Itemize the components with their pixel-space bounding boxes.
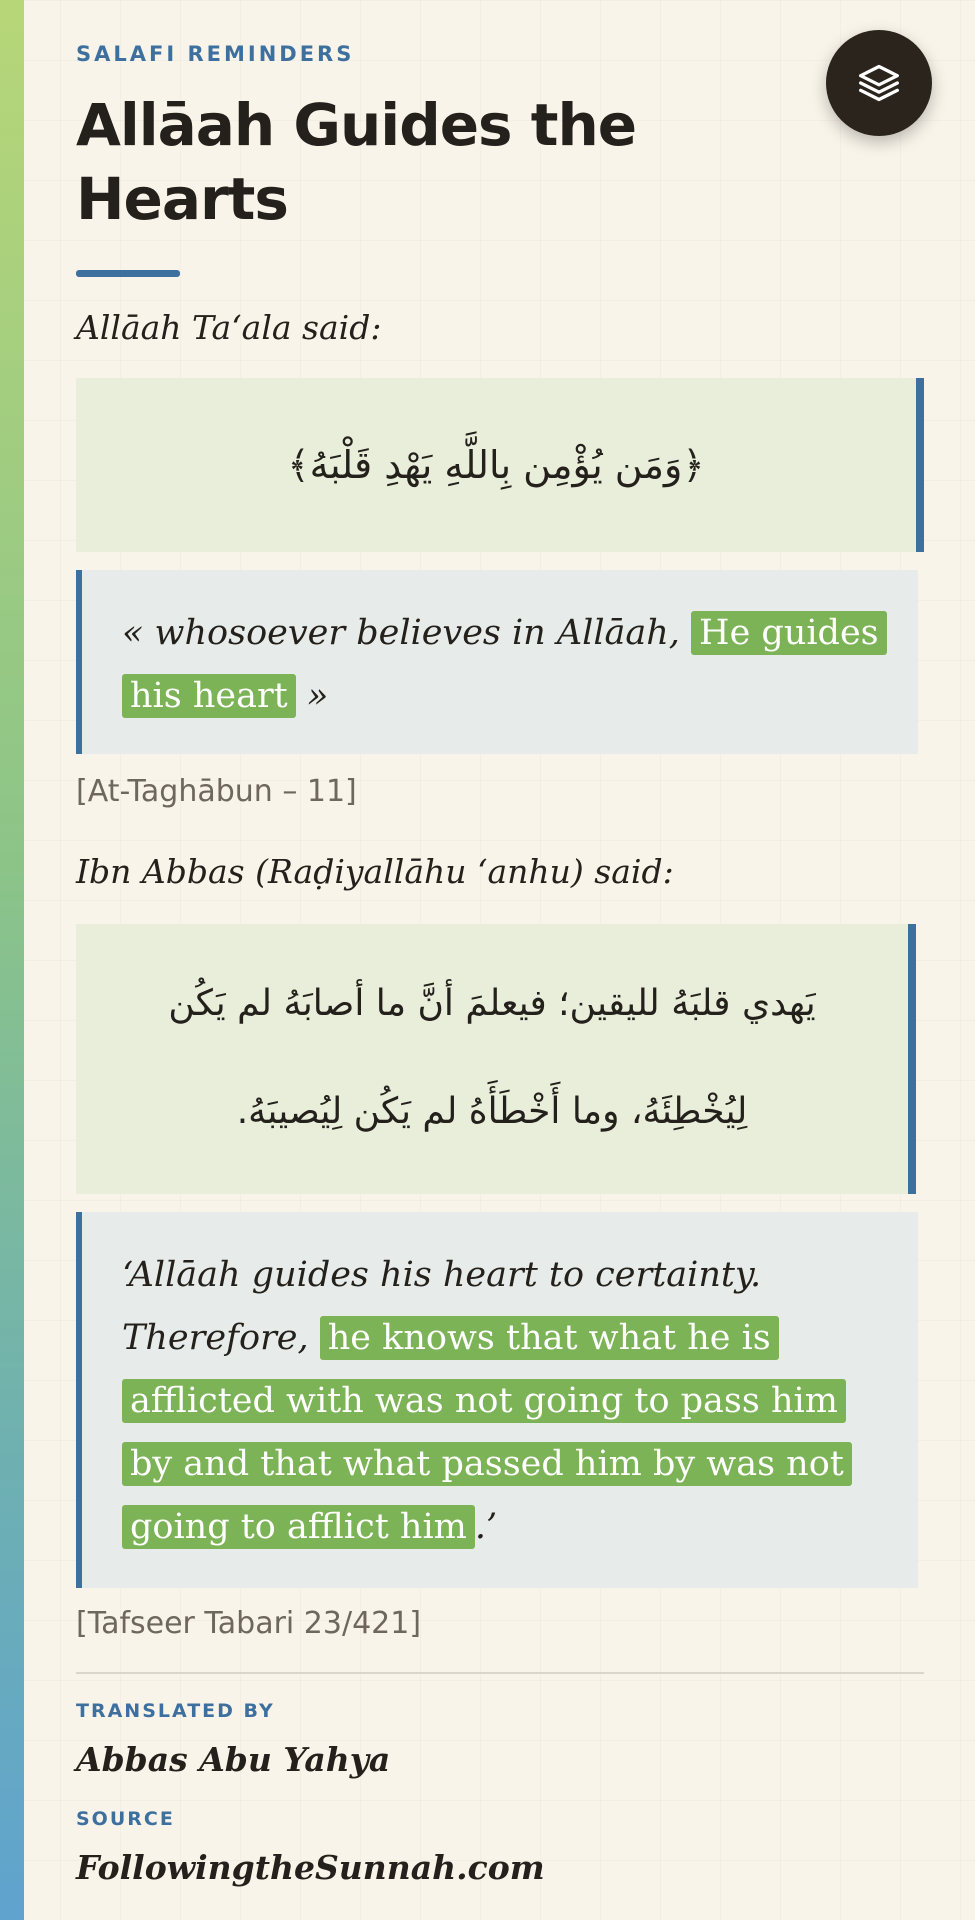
tafseer-arabic-box	[76, 924, 916, 1194]
narrator-line: Ibn Abbas (Raḍiyallāhu ‘anhu) said:	[76, 852, 674, 891]
verse-arabic-text: ﴿وَمَن يُؤْمِن بِاللَّهِ يَهْدِ قَلْبَهُ﴾	[287, 443, 705, 487]
side-gradient-strip	[0, 0, 24, 1920]
tafseer-arabic-text: يَهدي قلبَهُ لليقين؛ فيعلمَ أنَّ ما أصابَهُ لم يَكُن لِيُخْطِئَهُ، وما أَخْطَأَهُ لم يَكُن لِيُصيبَهُ.	[168, 983, 816, 1132]
verse-translation-box	[76, 570, 918, 754]
translated-by-label: TRANSLATED BY	[76, 1700, 275, 1722]
title-underline	[76, 270, 180, 277]
tafseer-translation-suffix: .’	[474, 1507, 498, 1547]
verse-translation-prefix: « whosoever believes in Allāah,	[122, 613, 692, 653]
tafseer-translation-highlight: he knows that what he is afflicted with was not going to pass him by and that what passed him by was not going to afflict him	[122, 1316, 852, 1549]
source-link[interactable]: FollowingtheSunnah.com	[76, 1848, 545, 1887]
translator-name: Abbas Abu Yahya	[76, 1740, 391, 1779]
source-label: SOURCE	[76, 1808, 175, 1830]
site-kicker: SALAFI REMINDERS	[76, 42, 355, 66]
layers-button[interactable]	[826, 30, 932, 136]
verse-arabic-box	[76, 378, 924, 552]
verse-intro: Allāah Ta‘ala said:	[76, 308, 382, 347]
tafseer-reference: [Tafseer Tabari 23/421]	[76, 1606, 422, 1641]
tafseer-translation-prefix: ‘Allāah guides his heart to certainty. Therefore,	[122, 1255, 762, 1358]
tafseer-translation-box	[76, 1212, 918, 1588]
layers-icon	[857, 61, 901, 105]
credits-divider	[76, 1672, 924, 1674]
page-title: Allāah Guides the Hearts	[76, 91, 637, 233]
verse-translation-highlight: He guides his heart	[122, 611, 887, 718]
verse-translation-suffix: »	[295, 676, 329, 716]
verse-reference: [At-Taghābun – 11]	[76, 774, 357, 809]
